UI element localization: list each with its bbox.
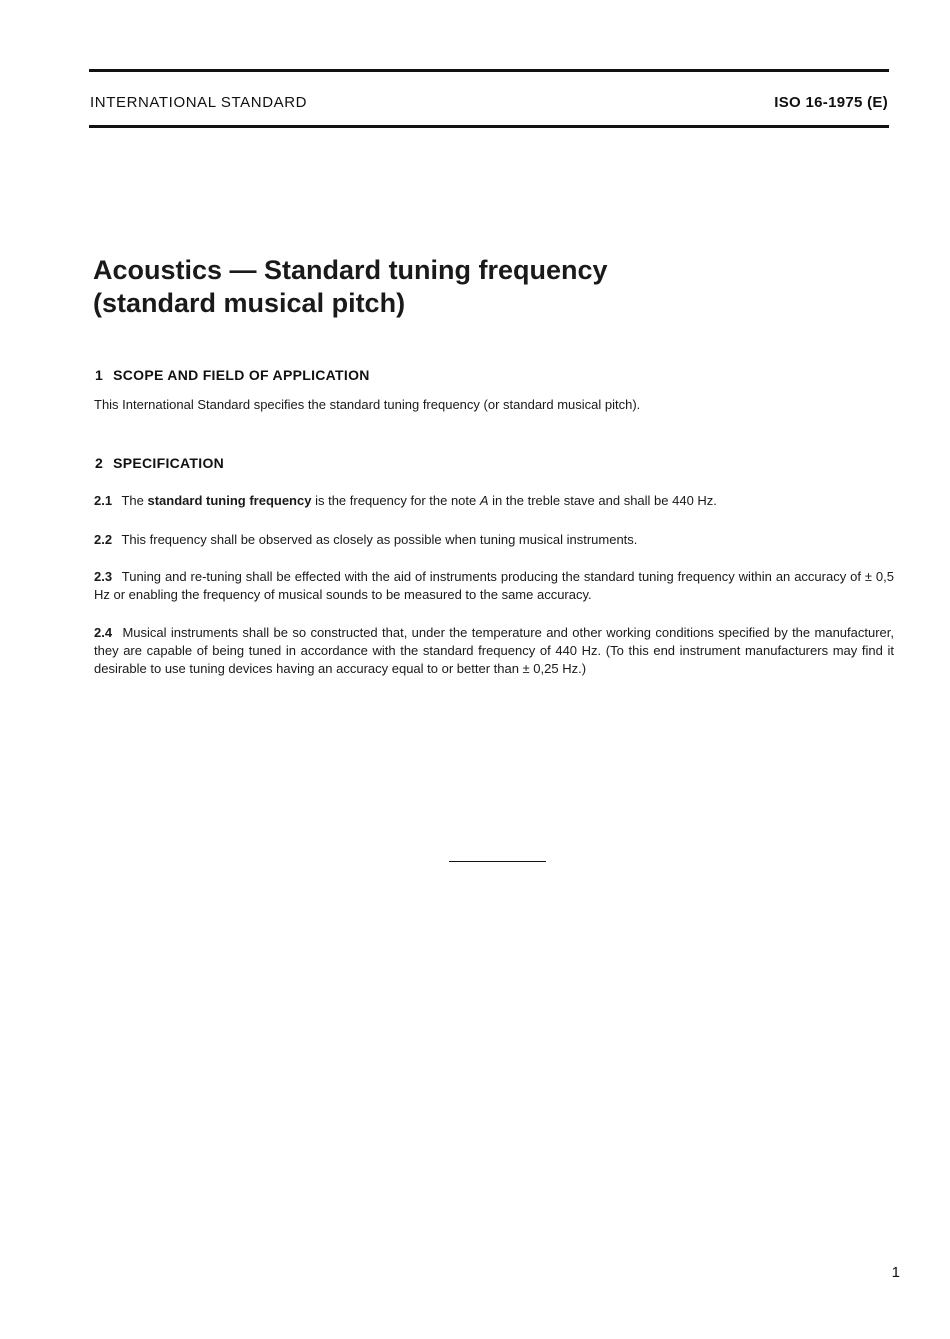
clause-2-1-text-middle: is the frequency for the note <box>315 493 477 508</box>
document-title <box>93 254 608 320</box>
section-2-number: 2 <box>95 455 104 471</box>
title-line-2: (standard musical pitch) <box>93 288 406 318</box>
page-number: 1 <box>891 1264 900 1281</box>
title-line-1: Acoustics — Standard tuning frequency <box>93 255 608 285</box>
clause-2-2-number: 2.2 <box>94 532 113 547</box>
clause-2-1-text-before: The <box>121 493 144 508</box>
header-top-rule <box>89 69 889 72</box>
clause-2-4 <box>94 624 894 678</box>
clause-2-2 <box>94 531 894 549</box>
clause-2-4-number: 2.4 <box>94 625 113 640</box>
document-type-label: INTERNATIONAL STANDARD <box>90 94 308 111</box>
section-1-heading <box>95 367 370 383</box>
clause-2-1-text-after: in the treble stave and shall be 440 Hz. <box>492 493 717 508</box>
clause-2-1-number: 2.1 <box>94 493 113 508</box>
end-of-text-rule <box>449 861 546 862</box>
clause-2-3-text: Tuning and re-tuning shall be effected with the aid of instruments producing the standard tuning frequency within an accuracy of ± 0,5 Hz or enabling the frequency of musical sounds to be measured to the same accuracy. <box>94 569 894 602</box>
section-1-number: 1 <box>95 367 104 383</box>
section-2-heading <box>95 455 224 471</box>
clause-2-1-note: A <box>479 493 489 508</box>
clause-2-1-term: standard tuning frequency <box>147 493 312 508</box>
header-bottom-rule <box>89 125 889 128</box>
clause-2-2-text: This frequency shall be observed as closely as possible when tuning musical instruments. <box>121 532 638 547</box>
standard-number: ISO 16-1975 (E) <box>774 94 888 111</box>
section-1-text: This International Standard specifies the standard tuning frequency (or standard musical pitch). <box>94 397 641 412</box>
clause-2-3-number: 2.3 <box>94 569 113 584</box>
clause-2-1 <box>94 492 894 510</box>
clause-2-3 <box>94 568 894 604</box>
clause-2-4-text: Musical instruments shall be so constructed that, under the temperature and other working conditions specified by the manufacturer, they are capable of being tuned in accordance with the standard frequency of 440 Hz. (To this end instrument manufacturers may find it desirable to use tuning devices having an accuracy equal to or better than ± 0,25 Hz.) <box>94 625 894 676</box>
section-2-title: SPECIFICATION <box>113 455 225 471</box>
section-1-title: SCOPE AND FIELD OF APPLICATION <box>113 367 370 383</box>
